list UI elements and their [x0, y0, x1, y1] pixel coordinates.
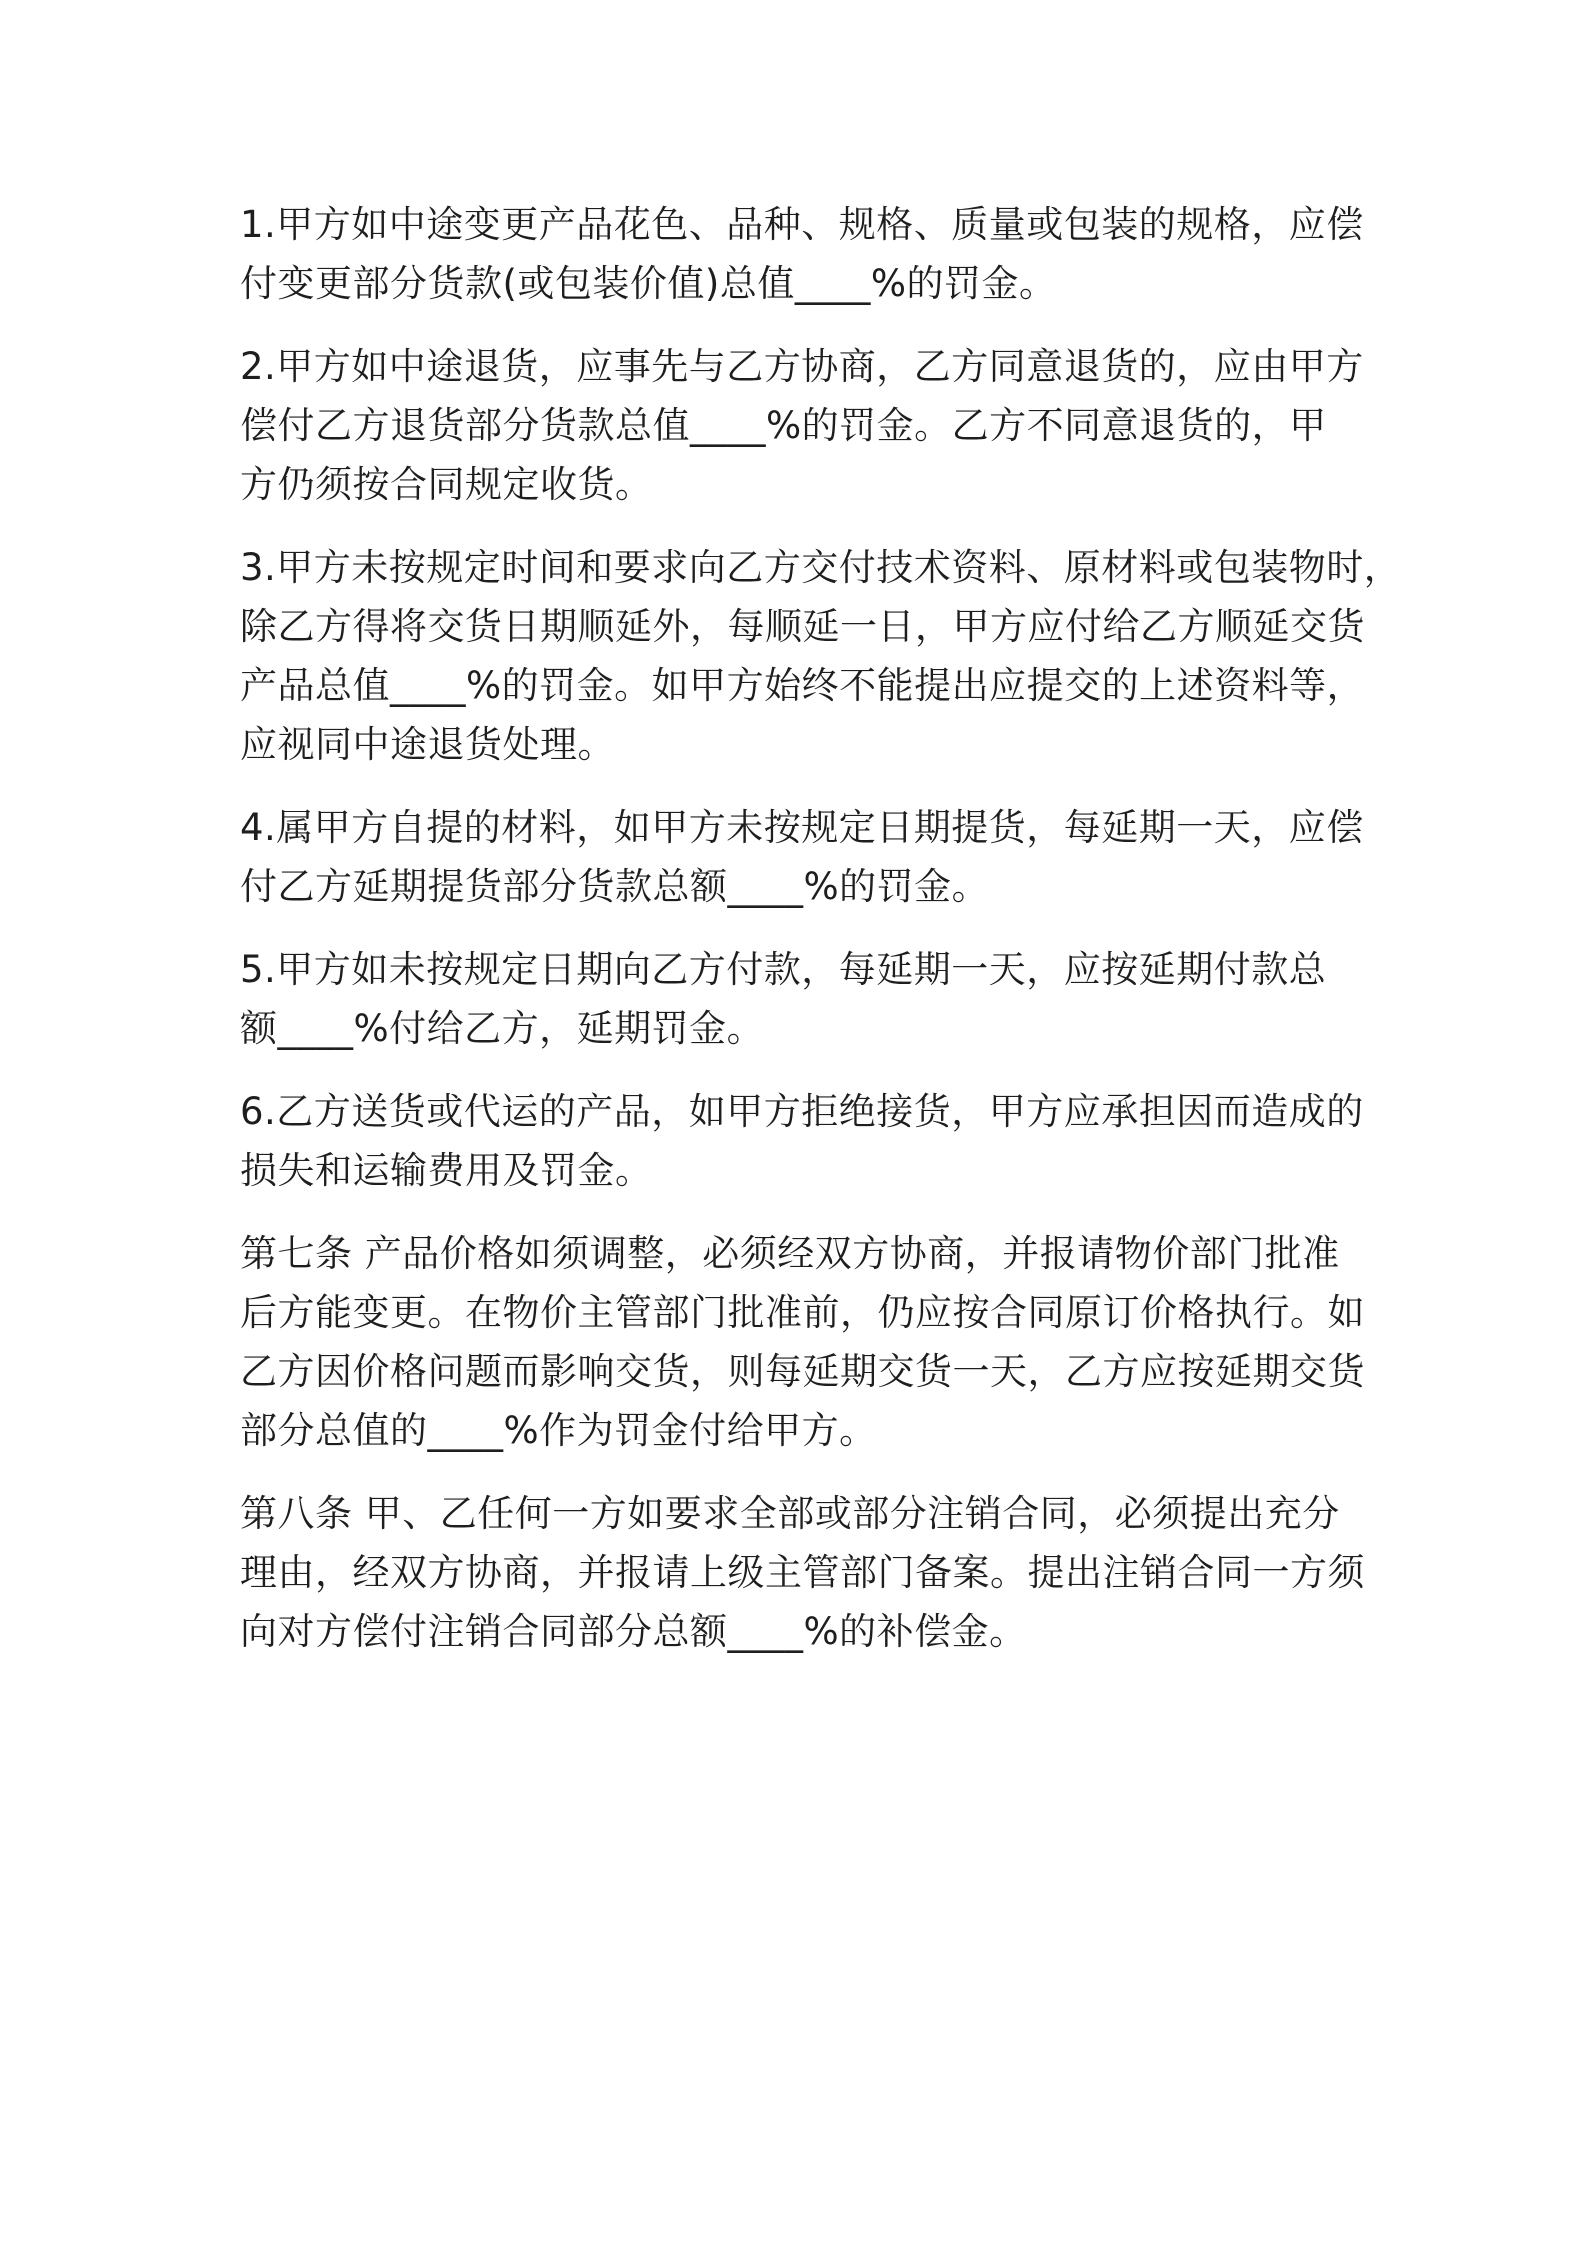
- text-line: 付变更部分货款(或包装价值)总值____%的罚金。: [240, 262, 1057, 305]
- paragraph: [240, 538, 1402, 774]
- text-line: 向对方偿付注销合同部分总额____%的补偿金。: [240, 1610, 1027, 1653]
- paragraph: [240, 337, 1370, 514]
- text-line: 额____%付给乙方，延期罚金。: [240, 1007, 765, 1050]
- text-line: 应视同中途退货处理。: [240, 723, 615, 766]
- text-line: 后方能变更。在物价主管部门批准前，仍应按合同原订价格执行。如: [240, 1291, 1365, 1334]
- text-line: 第七条 产品价格如须调整，必须经双方协商，并报请物价部门批准: [240, 1232, 1340, 1275]
- text-line: 理由，经双方协商，并报请上级主管部门备案。提出注销合同一方须: [240, 1551, 1365, 1594]
- text-line: 乙方因价格问题而影响交货，则每延期交货一天，乙方应按延期交货: [240, 1350, 1365, 1393]
- text-line: 部分总值的____%作为罚金付给甲方。: [240, 1409, 877, 1452]
- text-line: 损失和运输费用及罚金。: [240, 1149, 653, 1192]
- text-line: 偿付乙方退货部分货款总值____%的罚金。乙方不同意退货的，甲: [240, 404, 1327, 447]
- text-line: 5.甲方如未按规定日期向乙方付款，每延期一天，应按延期付款总: [240, 948, 1327, 991]
- text-line: 4.属甲方自提的材料，如甲方未按规定日期提货，每延期一天，应偿: [240, 806, 1364, 849]
- text-line: 除乙方得将交货日期顺延外，每顺延一日，甲方应付给乙方顺延交货: [240, 605, 1365, 648]
- document-body: [240, 195, 1402, 1685]
- paragraph: [240, 195, 1370, 313]
- paragraph: [240, 1082, 1370, 1200]
- text-line: 2.甲方如中途退货，应事先与乙方协商，乙方同意退货的，应由甲方: [240, 345, 1364, 388]
- paragraph: [240, 798, 1370, 916]
- paragraph: [240, 1224, 1370, 1460]
- text-line: 6.乙方送货或代运的产品，如甲方拒绝接货，甲方应承担因而造成的: [240, 1090, 1364, 1133]
- text-line: 产品总值____%的罚金。如甲方始终不能提出应提交的上述资料等，: [240, 664, 1365, 707]
- text-line: 1.甲方如中途变更产品花色、品种、规格、质量或包装的规格，应偿: [240, 203, 1364, 246]
- paragraph: [240, 940, 1370, 1058]
- text-line: 3.甲方未按规定时间和要求向乙方交付技术资料、原材料或包装物时，: [240, 546, 1402, 589]
- text-line: 第八条 甲、乙任何一方如要求全部或部分注销合同，必须提出充分: [240, 1492, 1340, 1535]
- text-line: 付乙方延期提货部分货款总额____%的罚金。: [240, 865, 990, 908]
- paragraph: [240, 1484, 1370, 1661]
- text-line: 方仍须按合同规定收货。: [240, 463, 653, 506]
